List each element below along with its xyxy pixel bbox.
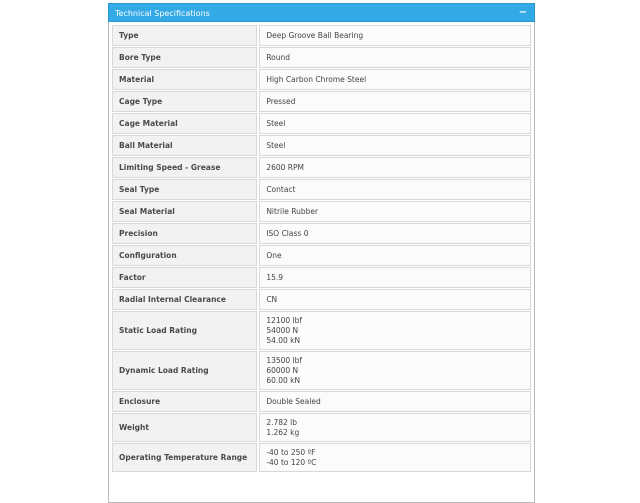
spec-label: Ball Material <box>112 135 257 156</box>
spec-label: Dynamic Load Rating <box>112 351 257 390</box>
spec-value <box>259 47 531 68</box>
spec-row <box>112 113 531 134</box>
spec-value <box>259 267 531 288</box>
spec-row <box>112 223 531 244</box>
spec-value-line: 13500 lbf <box>266 355 303 365</box>
spec-label: Operating Temperature Range <box>112 443 257 472</box>
spec-value-line: CN <box>266 294 278 304</box>
spec-value-lines <box>266 316 302 346</box>
spec-value-line: Round <box>266 52 291 62</box>
spec-value-line: 54000 N <box>266 325 299 335</box>
spec-label: Enclosure <box>112 391 257 412</box>
spec-row <box>112 157 531 178</box>
spec-label: Cage Type <box>112 91 257 112</box>
panel-title: Technical Specifications <box>115 9 210 18</box>
spec-value-line: Deep Groove Ball Bearing <box>266 30 364 40</box>
spec-label: Precision <box>112 223 257 244</box>
spec-row <box>112 135 531 156</box>
spec-value-lines <box>266 31 363 41</box>
spec-value <box>259 289 531 310</box>
spec-value-lines <box>266 119 285 129</box>
spec-value-lines <box>266 418 299 438</box>
spec-value-lines <box>266 97 295 107</box>
spec-row <box>112 245 531 266</box>
spec-value-line: 2600 RPM <box>266 162 304 172</box>
spec-row <box>112 267 531 288</box>
spec-value-lines <box>266 397 320 407</box>
spec-label: Static Load Rating <box>112 311 257 350</box>
spec-row <box>112 69 531 90</box>
spec-value-line: 12100 lbf <box>266 315 303 325</box>
spec-row <box>112 91 531 112</box>
spec-value <box>259 25 531 46</box>
spec-value-lines <box>266 163 304 173</box>
spec-value-line: 1.262 kg <box>266 427 300 437</box>
spec-row <box>112 443 531 472</box>
spec-value-line: 60000 N <box>266 365 299 375</box>
spec-label: Factor <box>112 267 257 288</box>
spec-value <box>259 413 531 442</box>
spec-row <box>112 351 531 390</box>
spec-value-lines <box>266 185 295 195</box>
spec-value-line: 60.00 kN <box>266 375 301 385</box>
spec-value-line: Steel <box>266 118 286 128</box>
collapse-button[interactable]: − <box>518 7 528 18</box>
spec-row <box>112 47 531 68</box>
spec-value-line: Steel <box>266 140 286 150</box>
spec-label: Seal Material <box>112 201 257 222</box>
spec-value-line: Pressed <box>266 96 296 106</box>
spec-label: Configuration <box>112 245 257 266</box>
spec-value-line: High Carbon Chrome Steel <box>266 74 367 84</box>
spec-value <box>259 201 531 222</box>
spec-row <box>112 391 531 412</box>
spec-label: Cage Material <box>112 113 257 134</box>
spec-value-lines <box>266 448 316 468</box>
spec-value-line: ISO Class 0 <box>266 228 309 238</box>
spec-row <box>112 413 531 442</box>
spec-value-line: One <box>266 250 282 260</box>
spec-value <box>259 351 531 390</box>
spec-table <box>109 22 534 472</box>
spec-value-line: Nitrile Rubber <box>266 206 319 216</box>
spec-value <box>259 179 531 200</box>
spec-value-lines <box>266 251 281 261</box>
spec-value-lines <box>266 141 285 151</box>
spec-value-lines <box>266 75 366 85</box>
spec-value-lines <box>266 53 290 63</box>
spec-value-lines <box>266 295 277 305</box>
technical-specifications-panel <box>108 3 535 503</box>
spec-value-lines <box>266 229 308 239</box>
spec-label: Material <box>112 69 257 90</box>
spec-value <box>259 69 531 90</box>
spec-value <box>259 135 531 156</box>
spec-row <box>112 289 531 310</box>
spec-row <box>112 179 531 200</box>
spec-value <box>259 113 531 134</box>
spec-label: Seal Type <box>112 179 257 200</box>
spec-value-lines <box>266 356 302 386</box>
spec-value <box>259 245 531 266</box>
spec-value <box>259 223 531 244</box>
spec-value-line: Double Sealed <box>266 396 321 406</box>
spec-label: Bore Type <box>112 47 257 68</box>
spec-value <box>259 157 531 178</box>
spec-row <box>112 201 531 222</box>
spec-value <box>259 91 531 112</box>
spec-value-line: -40 to 120 ºC <box>266 457 317 467</box>
spec-label: Limiting Speed - Grease <box>112 157 257 178</box>
spec-value-line: Contact <box>266 184 296 194</box>
spec-row <box>112 25 531 46</box>
spec-value <box>259 391 531 412</box>
panel-header[interactable] <box>108 3 535 22</box>
spec-row <box>112 311 531 350</box>
spec-value-line: 54.00 kN <box>266 335 301 345</box>
spec-value-line: -40 to 250 ºF <box>266 447 316 457</box>
spec-value <box>259 443 531 472</box>
spec-label: Weight <box>112 413 257 442</box>
spec-value-lines <box>266 273 283 283</box>
spec-value-line: 2.782 lb <box>266 417 298 427</box>
spec-label: Type <box>112 25 257 46</box>
spec-label: Radial Internal Clearance <box>112 289 257 310</box>
spec-value-lines <box>266 207 318 217</box>
spec-value-line: 15.9 <box>266 272 284 282</box>
spec-value <box>259 311 531 350</box>
